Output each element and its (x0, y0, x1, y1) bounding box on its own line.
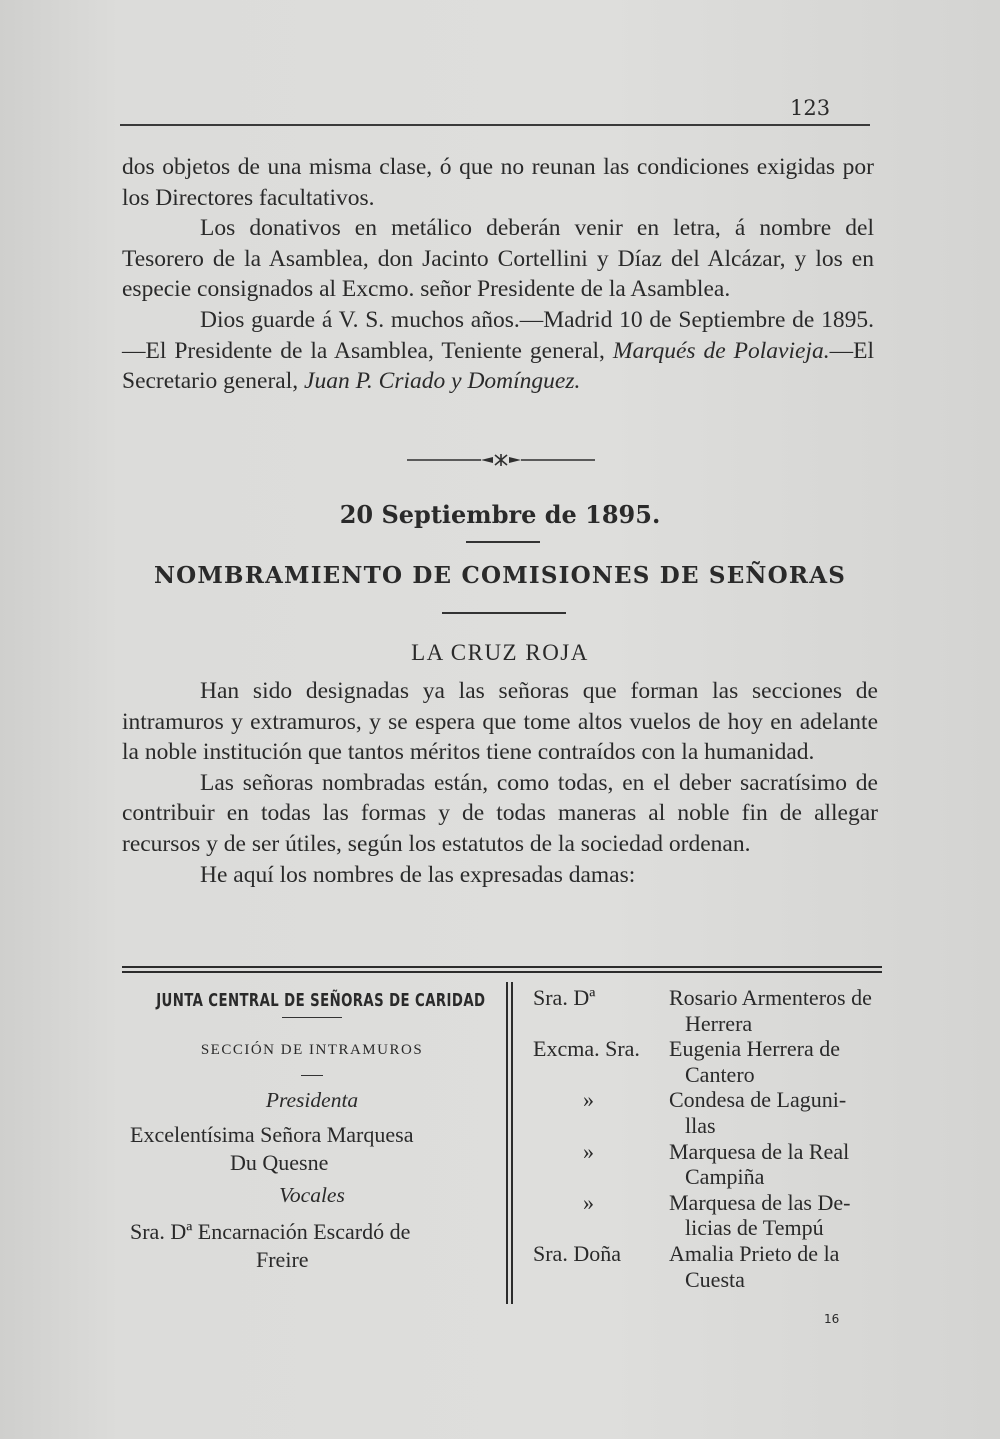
lady-name: Amalia Prieto de la (669, 1240, 840, 1266)
lady-name-cont: licias de Tempú (685, 1215, 824, 1241)
ornament-divider (407, 452, 595, 468)
title-prefix: Sra. Doña (533, 1240, 621, 1266)
presidenta-label: Presidenta (265, 1088, 359, 1112)
president-name: Marqués de Polavieja. (612, 337, 830, 364)
right-column (533, 985, 893, 1292)
list-item (533, 985, 893, 1036)
lady-name-cont: Herrera (685, 1010, 753, 1036)
list-item (533, 1190, 893, 1241)
lady-name-cont: Campiña (685, 1164, 765, 1190)
junta-heading: JUNTA CENTRAL DE SEÑORAS DE CARIDAD (156, 990, 486, 1011)
vocal-name-cont: Freire (256, 1247, 309, 1272)
secretary-text: —El Secretario general, (122, 337, 874, 395)
seccion-heading: SECCIÓN DE INTRAMUROS (200, 1042, 424, 1058)
date-heading: 20 Septiembre de 1895. (339, 500, 661, 529)
list-item (533, 1036, 893, 1087)
left-column (122, 988, 502, 1274)
lady-name: Rosario Armenteros de (669, 985, 872, 1010)
paragraph-5: Las señoras nombradas están, como todas, en el deber sacratísimo de contribuir en todas las formas y de todas maneras al noble fin de allegar recursos y de ser útiles, según los estatutos de la sociedad ordenan. (122, 769, 878, 857)
column-separator (511, 982, 513, 1304)
section-title: NOMBRAMIENTO DE COMISIONES DE SEÑORAS (153, 562, 847, 589)
paragraph-4: Han sido designadas ya las señoras que forman las secciones de intramuros y extramuros, y se espera que tome altos vuelos de hoy en adelante la noble institución que tantos méritos tiene contraídos con la humanidad. (122, 678, 878, 766)
lady-name-cont: llas (685, 1112, 716, 1138)
folio-mark: 16 (824, 1312, 840, 1326)
secretary-name: Juan P. Criado y Domínguez. (304, 368, 581, 395)
title-prefix: Excma. Sra. (533, 1036, 640, 1062)
table-top-rule (122, 971, 882, 973)
ditto-mark: » (583, 1189, 594, 1215)
list-item (533, 1139, 893, 1190)
divider-rule (442, 612, 566, 614)
divider-rule (282, 1017, 342, 1018)
section-subtitle: LA CRUZ ROJA (411, 640, 589, 665)
paragraph-3 (122, 305, 874, 397)
header-rule (120, 124, 870, 126)
lady-name: Condesa de Laguni- (669, 1087, 847, 1113)
page-number: 123 (790, 96, 831, 120)
lady-name-cont: Cuesta (685, 1266, 745, 1292)
title-prefix: Sra. Dª (533, 985, 596, 1010)
letter-text (122, 152, 874, 397)
column-separator (506, 982, 508, 1304)
paragraph-2: Los donativos en metálico deberán venir en letra, á nombre del Tesorero de la Asamblea, don Jacinto Cortellini y Díaz del Alcázar, y los en especie consignados al Excmo. señor Presidente de la Asamblea. (122, 215, 874, 303)
table-top-rule (122, 966, 882, 968)
vocal-name: Sra. Dª Encarnación Escardó de (130, 1219, 411, 1244)
list-item (533, 1087, 893, 1138)
lady-name: Eugenia Herrera de (669, 1036, 841, 1062)
article-text (122, 676, 878, 890)
divider-rule (466, 541, 540, 543)
lady-name: Marquesa de las De- (669, 1189, 851, 1215)
lady-name: Marquesa de la Real (669, 1138, 850, 1164)
list-item (533, 1241, 893, 1292)
presidenta-name-cont: Du Quesne (230, 1150, 329, 1175)
presidenta-name: Excelentísima Señora Marquesa (130, 1122, 414, 1147)
ditto-mark: » (583, 1087, 594, 1113)
paragraph-6: He aquí los nombres de las expresadas damas: (200, 861, 636, 888)
divider-rule (301, 1075, 323, 1076)
vocales-label: Vocales (279, 1183, 345, 1207)
lady-name-cont: Cantero (685, 1061, 755, 1087)
ditto-mark: » (583, 1138, 594, 1164)
closing-text: Dios guarde á V. S. muchos años.—Madrid 10 de Septiembre de 1895.—El Presidente de la Asamblea, Teniente general, (122, 306, 874, 364)
paragraph-1: dos objetos de una misma clase, ó que no reunan las condiciones exigidas por los Directores facultativos. (122, 154, 874, 211)
